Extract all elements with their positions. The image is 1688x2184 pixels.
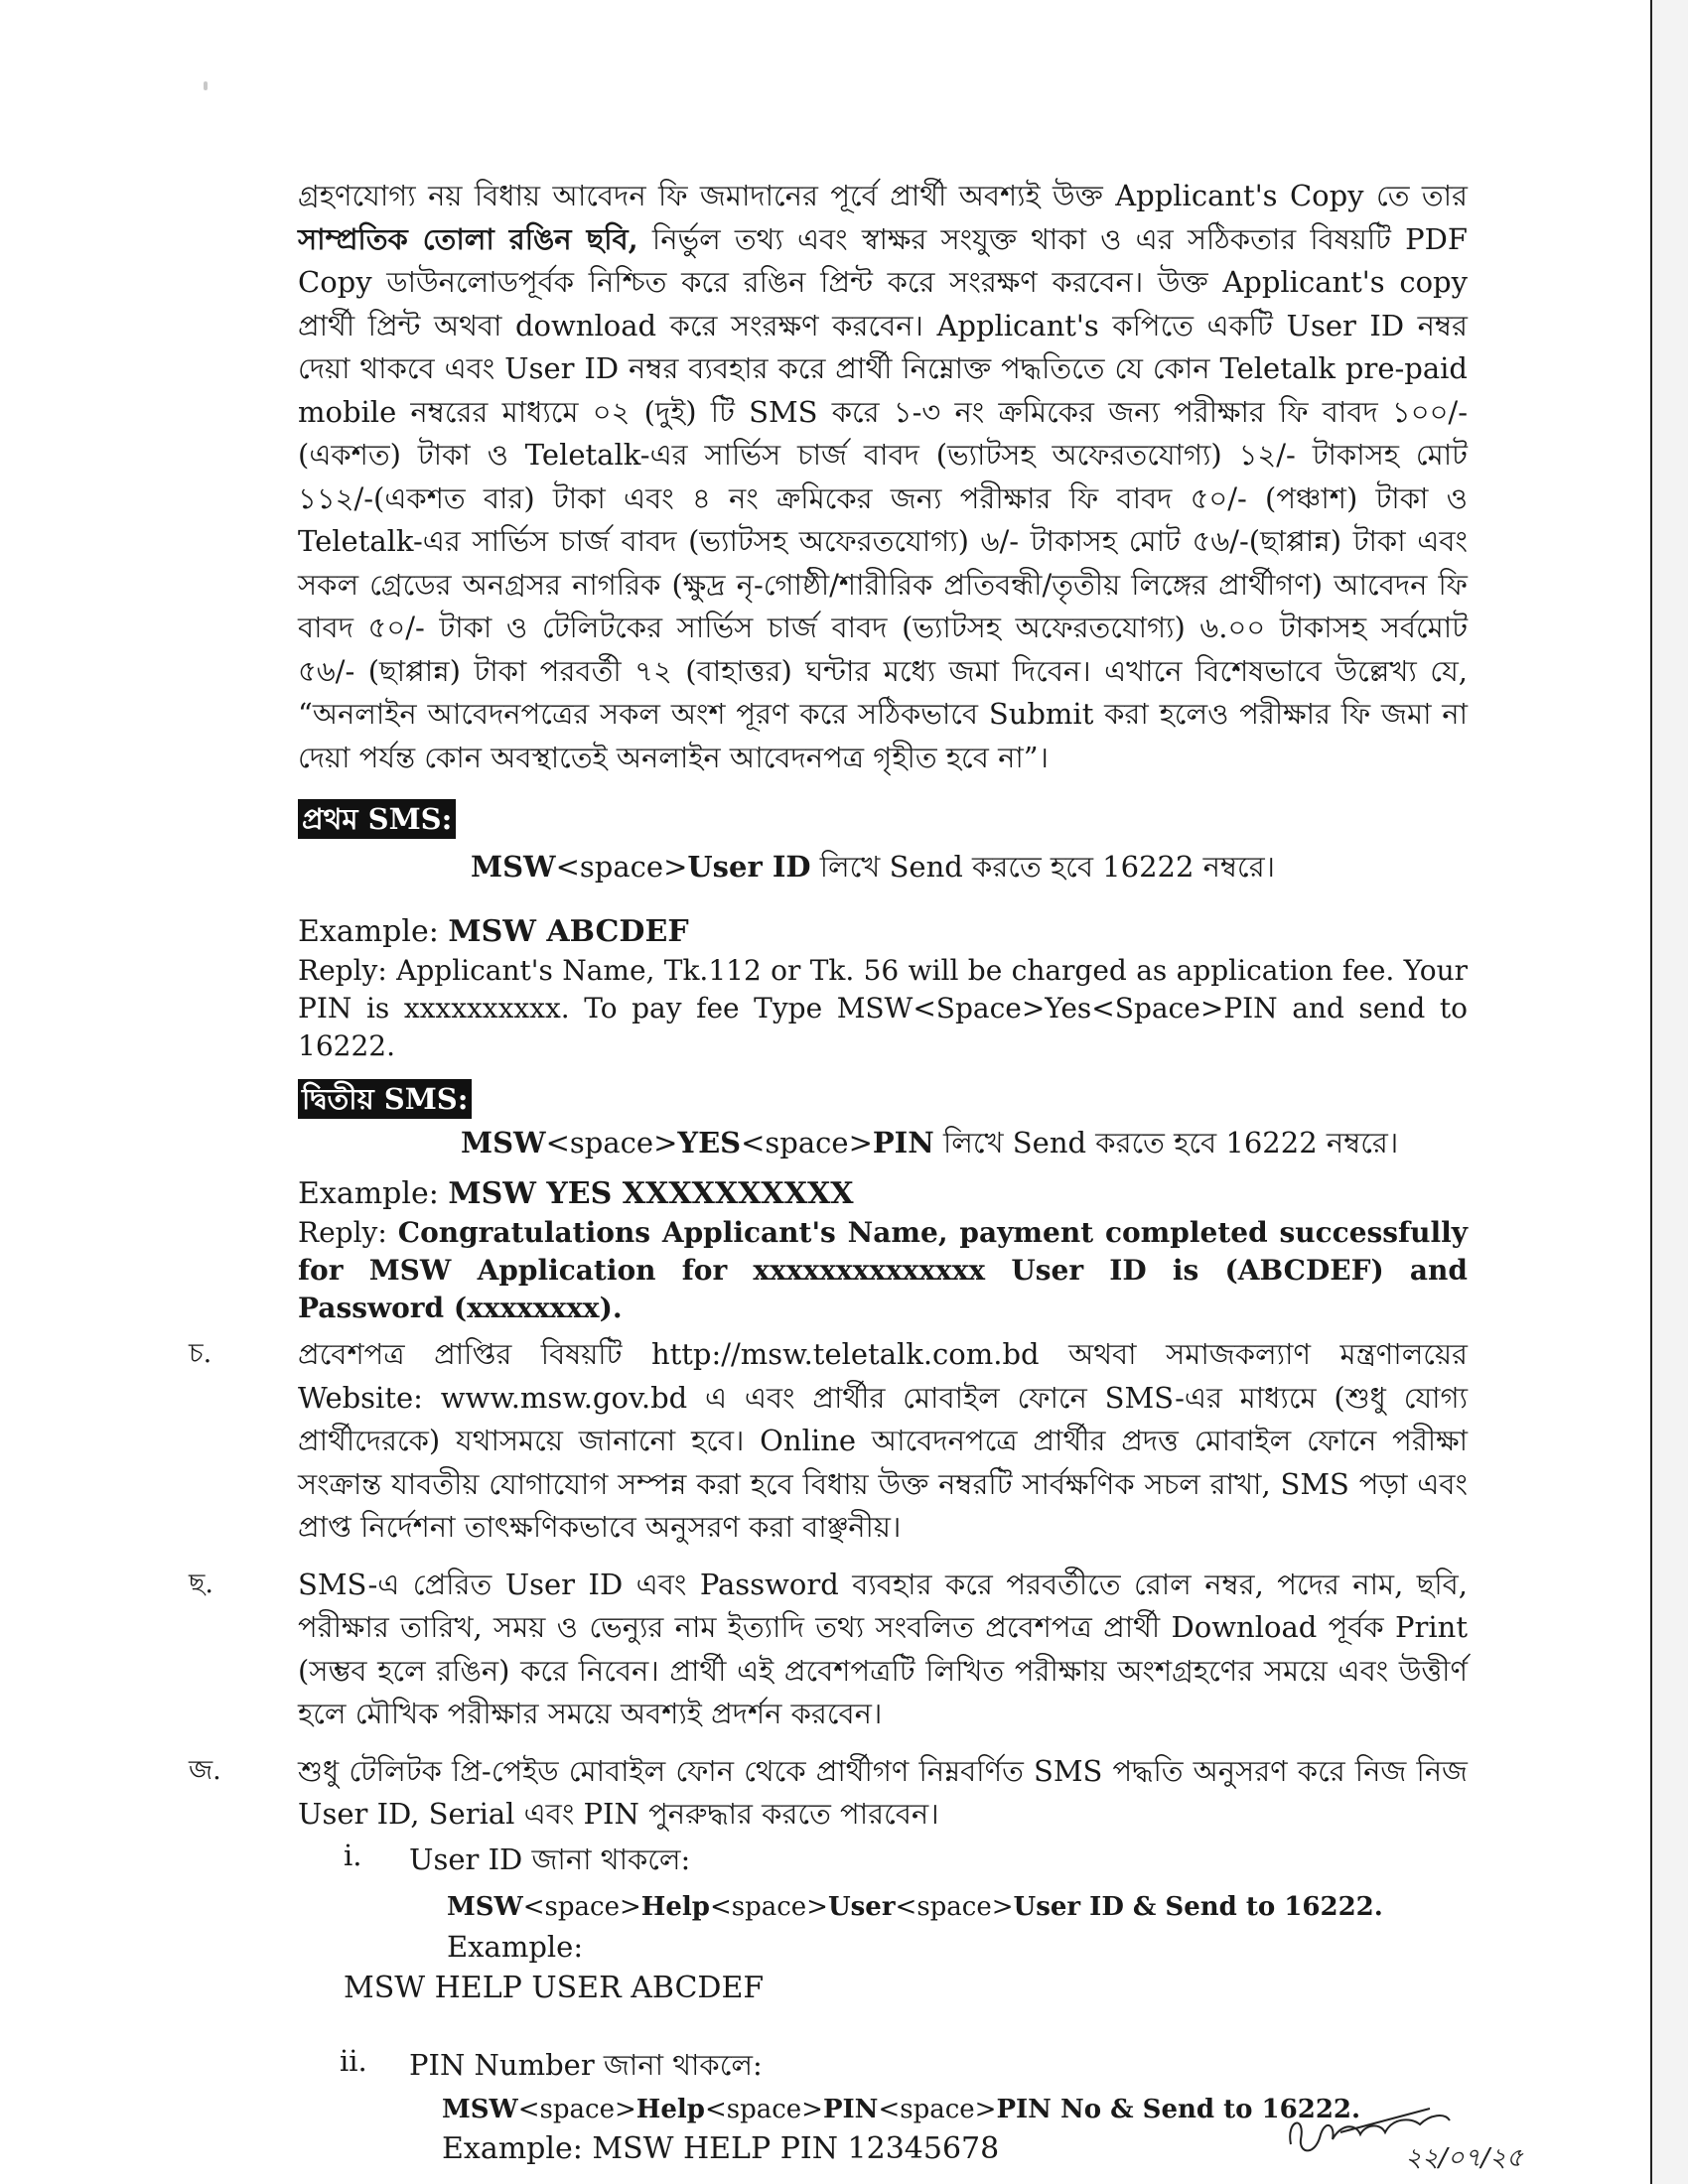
sub2-cmd-space-1: <space> [517, 2094, 636, 2124]
sms1-cmd-space: <space> [555, 850, 688, 884]
sub2-cmd-space-3: <space> [878, 2094, 997, 2124]
sub1-cmd-space-3: <space> [895, 1892, 1014, 1922]
sub1-cmd-keyword: MSW [447, 1892, 523, 1922]
sub-command-userid [447, 1885, 1468, 1969]
signature-date: ২২/০৭/২৫ [1405, 2143, 1523, 2173]
intro-paragraph [298, 175, 1468, 779]
sub-title-pin: PIN Number জানা থাকলে: [409, 2048, 763, 2082]
intro-bold-text: সাম্প্রতিক তোলা রঙিন ছবি, [298, 221, 638, 256]
sub1-cmd-send: User ID & Send to 16222. [1013, 1892, 1383, 1922]
sub2-cmd-send: PIN No & Send to 16222. [996, 2094, 1361, 2124]
list-marker-ja: জ. [189, 1754, 221, 1786]
sub1-cmd-help: Help [640, 1892, 710, 1922]
sub-marker-i: i. [344, 1838, 362, 1872]
sms2-heading: দ্বিতীয় SMS: [298, 1079, 472, 1119]
sub2-cmd-space-2: <space> [704, 2094, 823, 2124]
sms2-cmd-pin: PIN [872, 1126, 934, 1160]
list-text-ja: শুধু টেলিটক প্রি-পেইড মোবাইল ফোন থেকে প্রার্থীগণ নিম্নবর্ণিত SMS পদ্ধতি অনুসরণ করে নিজ নিজ User ID, Serial এবং PIN পুনরুদ্ধার করতে পারবেন। [298, 1753, 1468, 1831]
sms1-example [298, 912, 1468, 952]
sub1-example-label: Example: [447, 1930, 584, 1964]
list-item-chha [189, 1564, 1468, 1736]
scan-speck [204, 81, 208, 90]
intro-text-2: নির্ভুল তথ্য এবং স্বাক্ষর সংযুক্ত থাকা ও এর সঠিকতার বিষয়টি PDF Copy ডাউনলোডপূর্বক নিশ্চিত করে রঙিন প্রিন্ট করে সংরক্ষণ করবেন। উক্ত Applicant's copy প্রার্থী প্রিন্ট অথবা download করে সংরক্ষণ করবেন। Applicant's কপিতে একটি User ID নম্বর দেয়া থাকবে এবং User ID নম্বর ব্যবহার করে প্রার্থী নিম্নোক্ত পদ্ধতিতে যে কোন Teletalk pre-paid mobile নম্বরের মাধ্যমে ০২ (দুই) টি SMS করে ১-৩ নং ক্রমিকের জন্য পরীক্ষার ফি বাবদ ১০০/-(একশত) টাকা ও Teletalk-এর সার্ভিস চার্জ বাবদ (ভ্যাটসহ অফেরতযোগ্য) ১২/- টাকাসহ মোট ১১২/-(একশত বার) টাকা এবং ৪ নং ক্রমিকের জন্য পরীক্ষার ফি বাবদ ৫০/- (পঞ্চাশ) টাকা ও Teletalk-এর সার্ভিস চার্জ বাবদ (ভ্যাটসহ অফেরতযোগ্য) ৬/- টাকাসহ মোট ৫৬/-(ছাপ্পান্ন) টাকা এবং সকল গ্রেডের অনগ্রসর নাগরিক (ক্ষুদ্র নৃ-গোষ্ঠী/শারীরিক প্রতিবন্ধী/তৃতীয় লিঙ্গের প্রার্থীগণ) আবেদন ফি বাবদ ৫০/- টাকা ও টেলিটকের সার্ভিস চার্জ বাবদ (ভ্যাটসহ অফেরতযোগ্য) ৬.০০ টাকাসহ সর্বমোট ৫৬/- (ছাপ্পান্ন) টাকা পরবর্তী ৭২ (বাহাত্তর) ঘন্টার মধ্যে জমা দিবেন। এখানে বিশেষভাবে উল্লেখ্য যে, “অনলাইন আবেদনপত্রের সকল অংশ পূরণ করে সঠিকভাবে Submit করা হলেও পরীক্ষার ফি জমা না দেয়া পর্যন্ত কোন অবস্থাতেই অনলাইন আবেদনপত্র গৃহীত হবে না”। [298, 221, 1469, 774]
sms2-example-label: Example: [298, 1176, 449, 1211]
sms2-section [298, 1079, 1468, 1327]
sub-item-userid [298, 1839, 1468, 2009]
sms1-cmd-keyword: MSW [471, 850, 556, 884]
sms1-example-value: MSW ABCDEF [448, 914, 689, 949]
sms1-cmd-userid: User ID [687, 850, 811, 884]
sms2-reply-label: Reply: [298, 1216, 398, 1249]
page-edge [1650, 0, 1688, 2184]
sms2-example-value: MSW YES XXXXXXXXXX [448, 1176, 854, 1211]
sms1-example-label: Example: [298, 914, 449, 949]
sms2-example [298, 1174, 1468, 1214]
sms2-cmd-yes: YES [677, 1126, 742, 1160]
sms2-cmd-space-2: <space> [741, 1126, 873, 1160]
sms1-heading: প্রথম SMS: [298, 799, 456, 839]
sub1-cmd-user: User [827, 1892, 896, 1922]
sms1-reply: Reply: Applicant's Name, Tk.112 or Tk. 56 will be charged as application fee. Your PIN is xxxxxxxxxx. To pay fee Type MSW<Space>Yes<Space>PIN and send to 16222. [298, 954, 1468, 1062]
sms2-command [461, 1121, 1468, 1164]
sms2-reply-text: Congratulations Applicant's Name, payment completed successfully for MSW Application for xxxxxxxxxxxxxx User ID is (ABCDEF) and Password (xxxxxxxx). [298, 1216, 1469, 1324]
sms2-cmd-keyword: MSW [461, 1126, 546, 1160]
sub-example-userid: MSW HELP USER ABCDEF [344, 1971, 765, 2005]
list-item-cha [189, 1333, 1468, 1550]
intro-text-1: গ্রহণযোগ্য নয় বিধায় আবেদন ফি জমাদানের পূর্বে প্রার্থী অবশ্যই উক্ত Applicant's Copy তে তার [298, 179, 1468, 212]
list-marker-chha: ছ. [189, 1568, 213, 1599]
document-body [189, 175, 1469, 2169]
sub2-cmd-pin: PIN [822, 2094, 879, 2124]
sub2-cmd-keyword: MSW [442, 2094, 518, 2124]
sms1-section [298, 799, 1468, 1065]
sub2-cmd-help: Help [635, 2094, 705, 2124]
sub-example-pin: Example: MSW HELP PIN 12345678 [442, 2130, 1000, 2166]
sms2-cmd-space-1: <space> [545, 1126, 678, 1160]
signature-image [1281, 2095, 1529, 2174]
sub1-cmd-space-2: <space> [709, 1892, 828, 1922]
sms2-reply [298, 1214, 1468, 1327]
list-text-cha: প্রবেশপত্র প্রাপ্তির বিষয়টি http://msw.teletalk.com.bd অথবা সমাজকল্যাণ মন্ত্রণালয়ের Website: www.msw.gov.bd এ এবং প্রার্থীর মোবাইল ফোনে SMS-এর মাধ্যমে (শুধু যোগ্য প্রার্থীদেরকে) যথাসময়ে জানানো হবে। Online আবেদনপত্রে প্রার্থীর প্রদত্ত মোবাইল ফোনে পরীক্ষা সংক্রান্ত যাবতীয় যোগাযোগ সম্পন্ন করা হবে বিধায় উক্ত নম্বরটি সার্বক্ষণিক সচল রাখা, SMS পড়া এবং প্রাপ্ত নির্দেশনা তাৎক্ষণিকভাবে অনুসরণ করা বাঞ্ছনীয়। [298, 1337, 1468, 1544]
sms2-cmd-instruction: লিখে Send করতে হবে 16222 নম্বরে। [933, 1126, 1399, 1160]
sub-marker-ii: ii. [340, 2044, 367, 2078]
list-marker-cha: চ. [189, 1338, 212, 1369]
list-text-chha: SMS-এ প্রেরিত User ID এবং Password ব্যবহার করে পরবর্তীতে রোল নম্বর, পদের নাম, ছবি, পরীক্ষার তারিখ, সময় ও ভেন্যুর নাম ইত্যাদি তথ্য সংবলিত প্রবেশপত্র প্রার্থী Download পূর্বক Print (সম্ভব হলে রঙিন) করে নিবেন। প্রার্থী এই প্রবেশপত্রটি লিখিত পরীক্ষায় অংশগ্রহণের সময়ে এবং উত্তীর্ণ হলে মৌখিক পরীক্ষার সময়ে অবশ্যই প্রদর্শন করবেন। [298, 1567, 1468, 1730]
sub-title-userid: User ID জানা থাকলে: [409, 1842, 691, 1876]
sub1-cmd-space-1: <space> [522, 1892, 641, 1922]
sms1-cmd-instruction: লিখে Send করতে হবে 16222 নম্বরে। [810, 850, 1276, 884]
sms1-command [471, 845, 1468, 888]
